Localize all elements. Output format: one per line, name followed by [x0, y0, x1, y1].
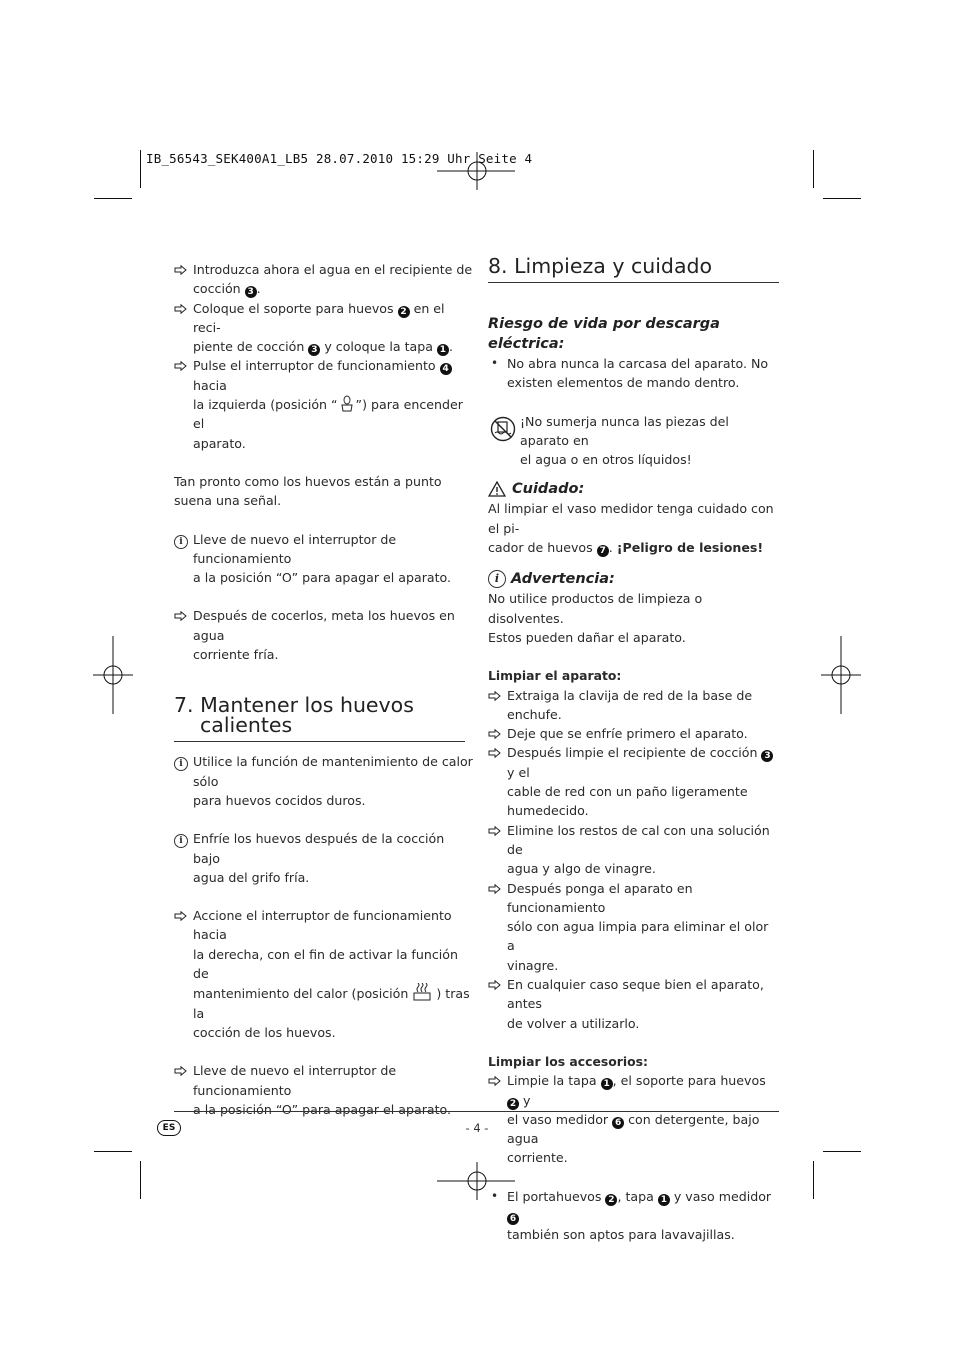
list-item — [488, 743, 780, 820]
list-item-text: Después de cocerlos, meta los huevos en agua corriente fría. — [193, 608, 455, 663]
clean-device-list — [488, 686, 780, 1033]
list-item-text: El portahuevos 2 , tapa 1 y vaso medidor 6 también son aptos para lavavajillas. — [507, 1188, 772, 1243]
page-number: - 4 - — [465, 1121, 489, 1135]
no-immerse-text: ¡No sumerja nunca las piezas del aparato en el agua o en otros líquidos! — [520, 413, 729, 468]
info-icon: i — [174, 752, 190, 771]
section-title-7: 7. Mantener los huevos calientes — [174, 693, 414, 738]
footer-rule — [174, 1111, 779, 1112]
list-item-text: Accione el interruptor de funcionamiento hacia la derecha, con el fin de activar la función de mantenimiento del calor (posición ) tras la cocción de los huevos. — [193, 908, 470, 1040]
risk-list — [488, 354, 780, 393]
list-item-text: Utilice la función de mantenimiento de calor sólo para huevos cocidos duros. — [193, 754, 473, 808]
caution-text: Al limpiar el vaso medidor tenga cuidado con el pi- cador de huevos 7 . ¡Peligro de lesiones! — [488, 501, 774, 557]
arrow-right-icon — [174, 606, 190, 621]
info-note — [174, 829, 474, 887]
list-item — [174, 829, 474, 887]
no-immerse-warning — [488, 412, 780, 470]
warning-heading-row — [488, 569, 780, 589]
part-number-badge: 2 — [398, 306, 410, 318]
keep-warm-icon — [412, 986, 432, 1001]
list-item-text: Enfríe los huevos después de la cocción bajo agua del grifo fría. — [193, 831, 445, 885]
list-item — [488, 1187, 780, 1245]
part-number-badge: 2 — [507, 1098, 519, 1110]
list-item — [174, 530, 474, 588]
crop-mark — [813, 1161, 814, 1199]
crop-mark — [813, 150, 814, 188]
print-header: IB_56543_SEK400A1_LB5 28.07.2010 15:29 Uhr Seite 4 — [146, 151, 533, 166]
info-icon: i — [174, 829, 190, 848]
crop-mark — [94, 198, 132, 199]
part-number-badge: 1 — [658, 1194, 670, 1206]
egg-cooker-icon — [338, 397, 356, 412]
instruction-list — [174, 606, 474, 664]
clean-device-heading: Limpiar el aparato: — [488, 668, 622, 684]
part-number-badge: 3 — [308, 344, 320, 356]
no-immerse-icon — [490, 416, 516, 442]
list-item — [488, 975, 780, 1033]
arrow-right-icon — [488, 686, 504, 701]
part-number-badge: 3 — [761, 750, 773, 762]
list-item-text: Pulse el interruptor de funcionamiento 4 hacia la izquierda (posición “ ”) para encender el aparato. — [193, 358, 463, 451]
dishwasher-note — [488, 1187, 780, 1245]
registration-mark-top-icon — [437, 152, 517, 190]
info-icon: i — [488, 570, 506, 588]
clean-accessories-list — [488, 1071, 780, 1167]
arrow-right-icon — [488, 975, 504, 990]
arrow-right-icon — [488, 821, 504, 836]
part-number-badge: 6 — [612, 1117, 624, 1129]
info-note — [174, 530, 474, 588]
bullet-icon: • — [491, 1188, 499, 1203]
crop-mark — [140, 1161, 141, 1199]
list-item — [174, 356, 474, 452]
warning-triangle-icon — [488, 481, 506, 497]
emphasis-text: ¡Peligro de lesiones! — [616, 540, 764, 556]
registration-mark-right-icon — [821, 636, 861, 714]
list-item — [488, 821, 780, 879]
info-icon: i — [174, 530, 190, 549]
list-item-text: Coloque el soporte para huevos 2 en el reci- piente de cocción 3 y coloque la tapa 1 . — [193, 300, 453, 356]
arrow-right-icon — [488, 743, 504, 758]
language-badge: ES — [157, 1120, 181, 1136]
left-column — [174, 260, 474, 1119]
list-item-text: Introduzca ahora el agua en el recipiente de cocción 3 . — [193, 262, 473, 298]
part-number-badge: 2 — [605, 1194, 617, 1206]
arrow-right-icon — [488, 724, 504, 739]
arrow-right-icon — [174, 260, 190, 275]
risk-heading: Riesgo de vida por descarga eléctrica: — [488, 316, 720, 352]
arrow-right-icon — [174, 1061, 190, 1076]
arrow-right-icon — [488, 1071, 504, 1086]
crop-mark — [823, 1151, 861, 1152]
part-number-badge: 6 — [507, 1213, 519, 1225]
list-item-text: Después limpie el recipiente de cocción 3 y el cable de red con un paño ligeramente humedecido. — [507, 745, 773, 818]
list-item-text: En cualquier caso seque bien el aparato, antes de volver a utilizarlo. — [507, 977, 764, 1031]
arrow-right-icon — [174, 299, 190, 314]
list-item — [488, 686, 780, 725]
part-number-badge: 1 — [437, 344, 449, 356]
registration-mark-left-icon — [93, 636, 133, 714]
info-note — [174, 752, 474, 810]
list-item — [174, 260, 474, 299]
caution-heading: Cuidado: — [512, 481, 585, 498]
list-item — [174, 752, 474, 810]
instruction-list — [174, 906, 474, 1042]
list-item — [174, 606, 474, 664]
instruction-list — [174, 260, 474, 453]
list-item — [174, 299, 474, 357]
list-item-text: Elimine los restos de cal con una solución de agua y algo de vinagre. — [507, 822, 770, 877]
list-item-text: Lleve de nuevo el interruptor de funcionamiento a la posición “O” para apagar el aparato. — [193, 1063, 452, 1117]
list-item-text: Lleve de nuevo el interruptor de funcionamiento a la posición “O” para apagar el aparato. — [193, 531, 452, 586]
crop-mark — [823, 198, 861, 199]
warning-text: No utilice productos de limpieza o disolventes. Estos pueden dañar el aparato. — [488, 591, 703, 645]
list-item — [488, 724, 780, 743]
crop-mark — [140, 150, 141, 188]
clean-accessories-heading: Limpiar los accesorios: — [488, 1053, 648, 1069]
list-item — [174, 906, 474, 1042]
list-item — [488, 879, 780, 975]
right-column — [488, 256, 780, 1245]
list-item-text: Extraiga la clavija de red de la base de enchufe. — [507, 687, 753, 722]
caution-heading-row — [488, 479, 780, 499]
arrow-right-icon — [488, 879, 504, 894]
arrow-right-icon — [174, 906, 190, 921]
paragraph: Tan pronto como los huevos están a punto suena una señal. — [174, 473, 442, 509]
part-number-badge: 3 — [245, 286, 257, 298]
list-item-text: Después ponga el aparato en funcionamiento sólo con agua limpia para eliminar el olor a vinagre. — [507, 880, 769, 973]
crop-mark — [94, 1151, 132, 1152]
part-number-badge: 7 — [597, 545, 609, 557]
part-number-badge: 4 — [440, 363, 452, 375]
arrow-right-icon — [174, 356, 190, 371]
part-number-badge: 1 — [601, 1078, 613, 1090]
bullet-icon: • — [491, 356, 499, 370]
section-title-8: 8. Limpieza y cuidado — [488, 254, 713, 278]
list-item-text: Limpie la tapa 1 , el soporte para huevos 2 y el vaso medidor 6 con detergente, bajo agua corriente. — [507, 1073, 766, 1166]
warning-heading: Advertencia: — [511, 571, 615, 588]
list-item-text: No abra nunca la carcasa del aparato. No existen elementos de mando dentro. — [507, 356, 769, 391]
list-item — [488, 1071, 780, 1167]
list-item-text: Deje que se enfríe primero el aparato. — [507, 726, 748, 742]
list-item — [488, 354, 780, 393]
